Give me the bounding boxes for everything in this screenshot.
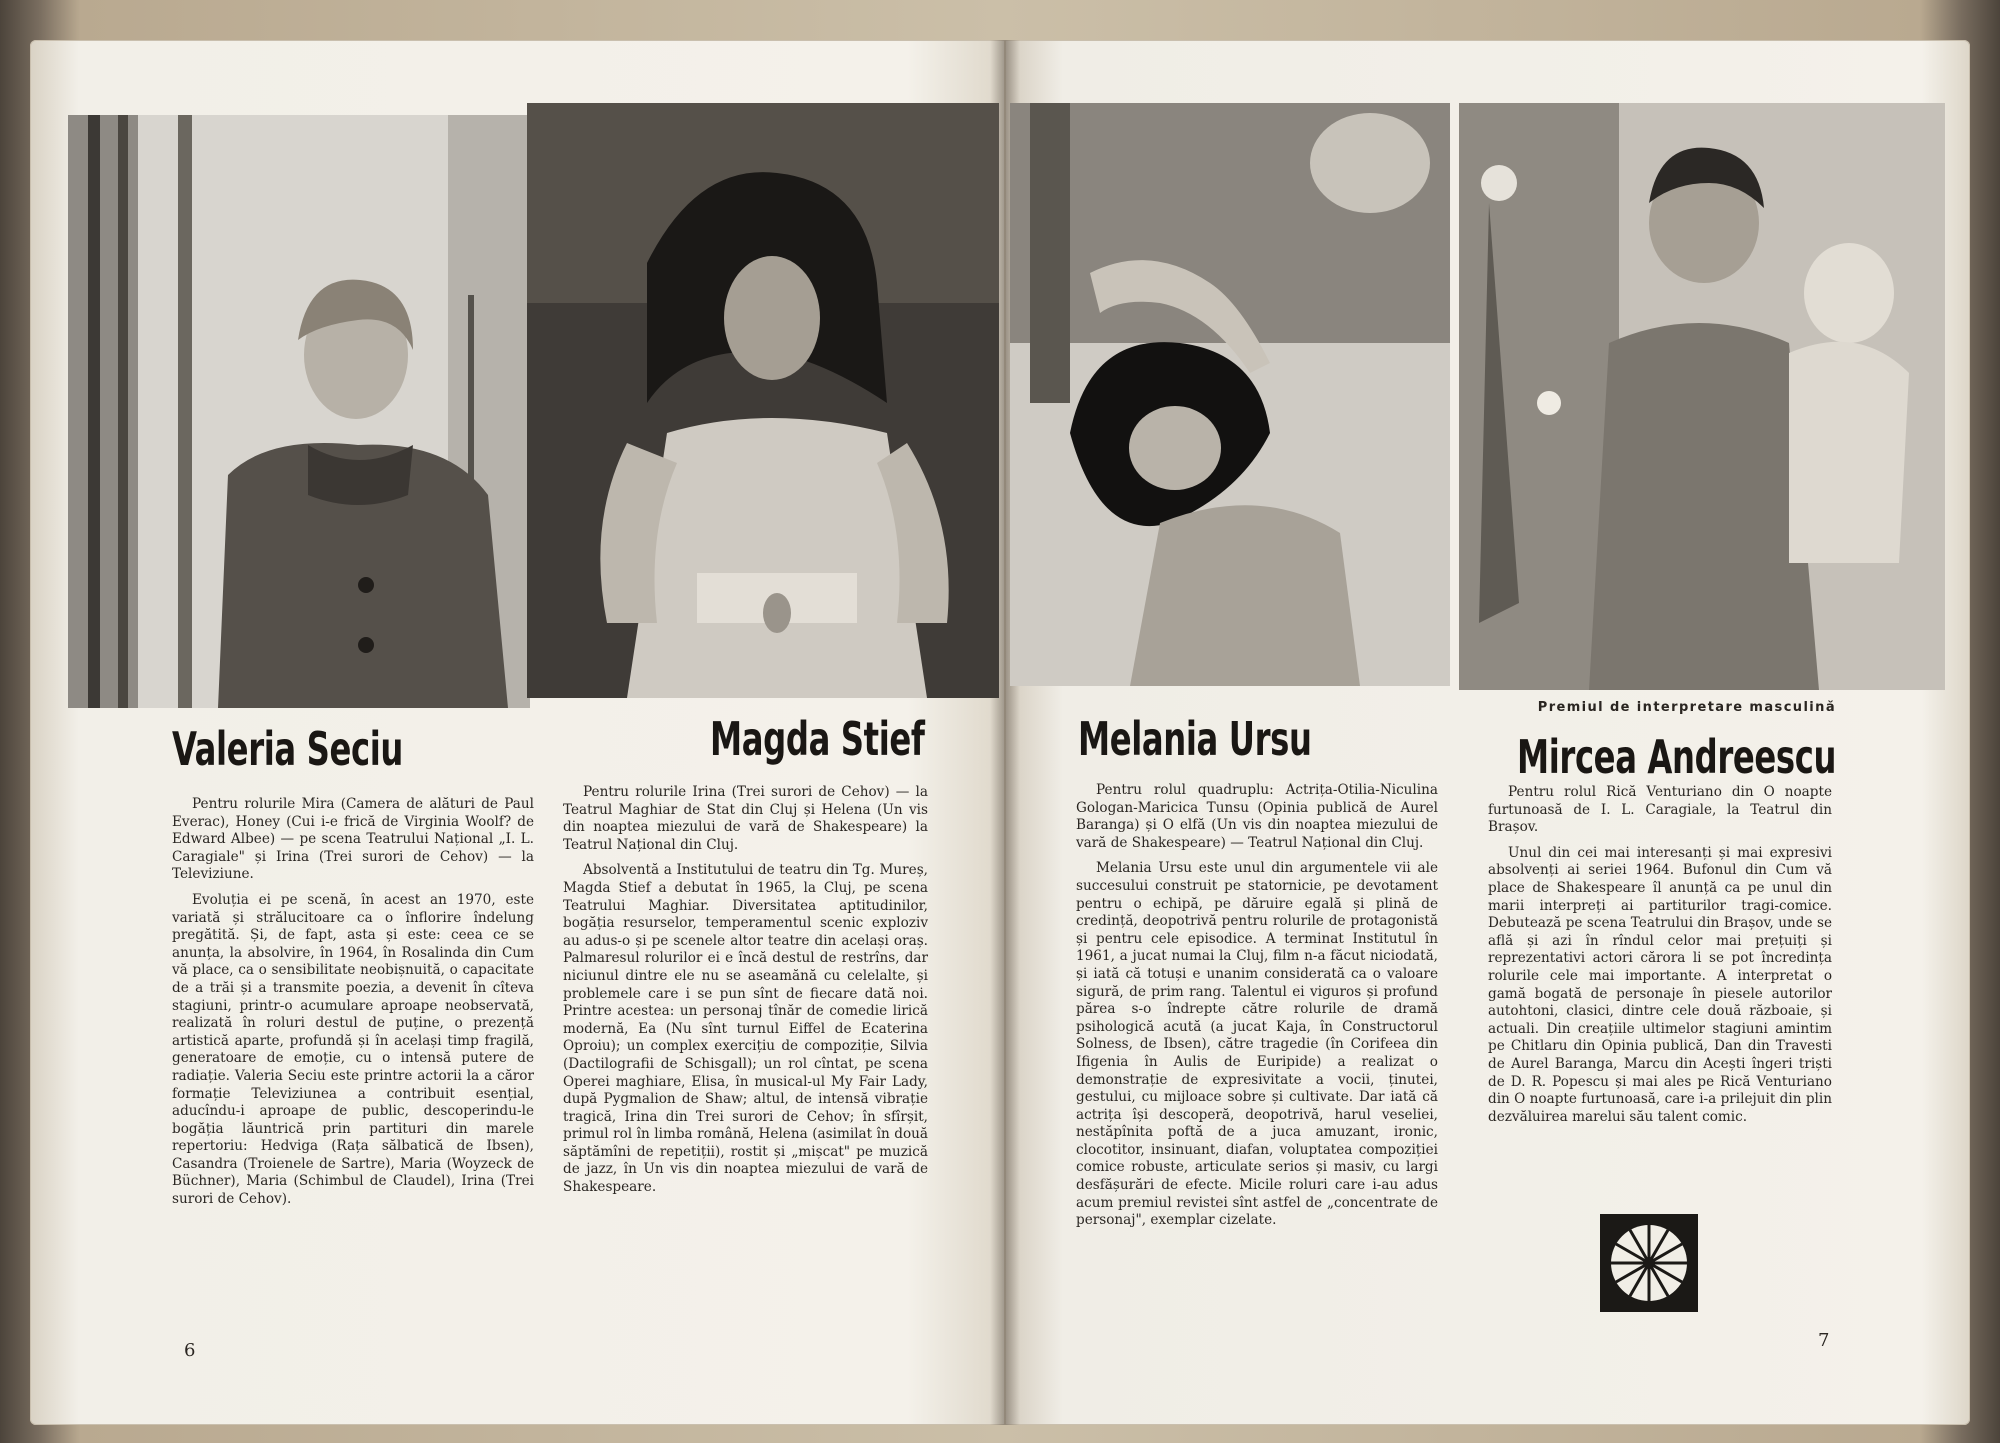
intro-paragraph: Pentru rolul Rică Venturiano din O noapte furtunoasă de I. L. Caragiale, la Teatrul din Brașov. <box>1488 784 1832 836</box>
article-valeria-seciu <box>172 796 534 1212</box>
body-paragraph: Evoluția ei pe scenă, în acest an 1970, este variată și strălucitoare ca o înflorire îndelung pregătită. Și, de fapt, asta și este: ceea ce se anunța, la absolvire, în 1964, în Rosalinda din Cum vă place, ca o sensibilitate neobișnuită, o capacitate de a trăi și a transmite poezia, a devenit în cîteva stagiuni, printr-o acumulare aproape neobservată, realizată în roluri destul de puține, o prezență artistică aparte, profundă și în același timp fragilă, generatoare de emoție, cu o intensă putere de radiație. Valeria Seciu este printre actorii la a căror formație Televiziunea a contribuit esențial, aducîndu-i aproape de public, descoperindu-le bogăția lăuntrică prin partituri din marele repertoriu: Hedviga (Rața sălbatică de Ibsen), Casandra (Troienele de Sartre), Maria (Woyzeck de Büchner), Maria (Schimbul de Claudel), Irina (Trei surori de Cehov). <box>172 891 534 1208</box>
body-paragraph: Unul din cei mai interesanți și mai expresivi absolvenți ai seriei 1964. Bufonul din Cum vă place de Shakespeare îl anunță ca pe unul din marii interpreți ai partiturilor tragi-comice. Debutează pe scena Teatrului din Brașov, unde se află și azi în rîndul celor mai prețuiți și reprezentativi actori cărora li se pot încredința rolurile cele mai importante. A interpretat o gamă bogată de personaje în piesele autorilor autohtoni, clasici, dintre cele două războaie, și actuali. Din creațiile ultimelor stagiuni amintim pe Chitlaru din Opinia publică, Dan din Travesti de Aurel Baranga, Marcu din Acești îngeri triști de D. R. Popescu și mai ales pe Rică Venturiano din O noapte furtunoasă, care i-a prilejuit din plin dezvăluirea marelui său talent comic. <box>1488 844 1832 1125</box>
intro-paragraph: Pentru rolurile Irina (Trei surori de Cehov) — la Teatrul Maghiar de Stat din Cluj și Helena (Un vis din noaptea miezului de vară de Shakespeare) la Teatrul Național din Cluj. <box>563 784 928 853</box>
sunburst-emblem-icon <box>1600 1214 1698 1312</box>
photo-valeria-seciu <box>68 115 530 708</box>
body-paragraph: Melania Ursu este unul din argumentele vii ale succesului construit pe statornicie, pe devotament pentru o echipă, pe dăruire egală și plină de credință, deopotrivă pentru rolurile de protagonistă și pentru cele episodice. A terminat Institutul în 1961, a jucat numai la Cluj, film n-a făcut niciodată, și iată că totuși e unanim considerată ca o valoare sigură, de prim rang. Talentul ei viguros și profund părea s-o îndrepte către rolurile de dramă psihologică acută (a jucat Kaja, în Constructorul Solness, de Ibsen), către tragedie (în Corifeea din Ifigenia în Aulis de Euripide) a realizat o demonstrație de expresivitate a vocii, ținutei, gestului, cu mijloace sobre și cultivate. Dar iată că actrița își descoperă, deopotrivă, harul veseliei, nestăpînita poftă de a juca amuzant, ironic, clocotitor, insinuant, diafan, voluptatea compoziției comice robuste, articulate serios și masiv, cu largi desfășurări de efecte. Micile roluri care i-au adus acum premiul revistei sînt astfel de „concentrate de personaj", exemplar cizelate. <box>1076 860 1438 1229</box>
photo-magda-stief <box>527 103 999 698</box>
article-mircea-andreescu <box>1488 784 1832 1129</box>
award-label: Premiul de interpretare masculină <box>1537 700 1836 715</box>
intro-paragraph: Pentru rolurile Mira (Camera de alături de Paul Everac), Honey (Cui i-e frică de Virginia Woolf? de Edward Albee) — pe scena Teatrului Național „I. L. Caragiale" și Irina (Trei surori de Cehov) — la Televiziune. <box>172 796 534 883</box>
name-valeria-seciu: Valeria Seciu <box>172 722 403 776</box>
name-mircea-andreescu: Mircea Andreescu <box>1516 730 1836 784</box>
photo-melania-ursu <box>1010 103 1450 686</box>
article-melania-ursu <box>1076 782 1438 1233</box>
name-melania-ursu: Melania Ursu <box>1078 712 1312 766</box>
intro-paragraph: Pentru rolul quadruplu: Actrița-Otilia-Niculina Gologan-Maricica Tunsu (Opinia publică de Aurel Baranga) și O elfă (Un vis din noaptea miezului de vară de Shakespeare) — Teatrul Național din Cluj. <box>1076 782 1438 851</box>
page-number-left: 6 <box>184 1340 196 1361</box>
article-magda-stief <box>563 784 928 1200</box>
name-magda-stief: Magda Stief <box>710 712 925 766</box>
body-paragraph: Absolventă a Institutului de teatru din Tg. Mureș, Magda Stief a debutat în 1965, la Cluj, pe scena Teatrului Maghiar. Diversitatea aptitudinilor, bogăția resurselor, temperamentul scenic exploziv au adus-o și pe scenele altor teatre din același oraș. Palmaresul rolurilor ei e încă destul de restrîns, dar niciunul dintre ele nu se aseamănă cu celelalte, și problemele care i se pun sînt de fiecare dată noi. Printre acestea: un personaj tînăr de comedie lirică modernă, Ea (Nu sînt turnul Eiffel de Ecaterina Oproiu); un complex exercițiu de compoziție, Silvia (Dactilografii de Schisgall); un rol cîntat, pe scena Operei maghiare, Elisa, în musical-ul My Fair Lady, după Pygmalion de Shaw; altul, de intensă vibrație tragică, Irina din Trei surori de Cehov; în sfîrșit, primul rol în limba română, Helena (asimilat în două săptămîni de repetiții), rostit și „mișcat" pe muzică de jazz, în Un vis din noaptea miezului de vară de Shakespeare. <box>563 862 928 1196</box>
page-number-right: 7 <box>1818 1330 1830 1351</box>
photo-mircea-andreescu <box>1459 103 1945 690</box>
